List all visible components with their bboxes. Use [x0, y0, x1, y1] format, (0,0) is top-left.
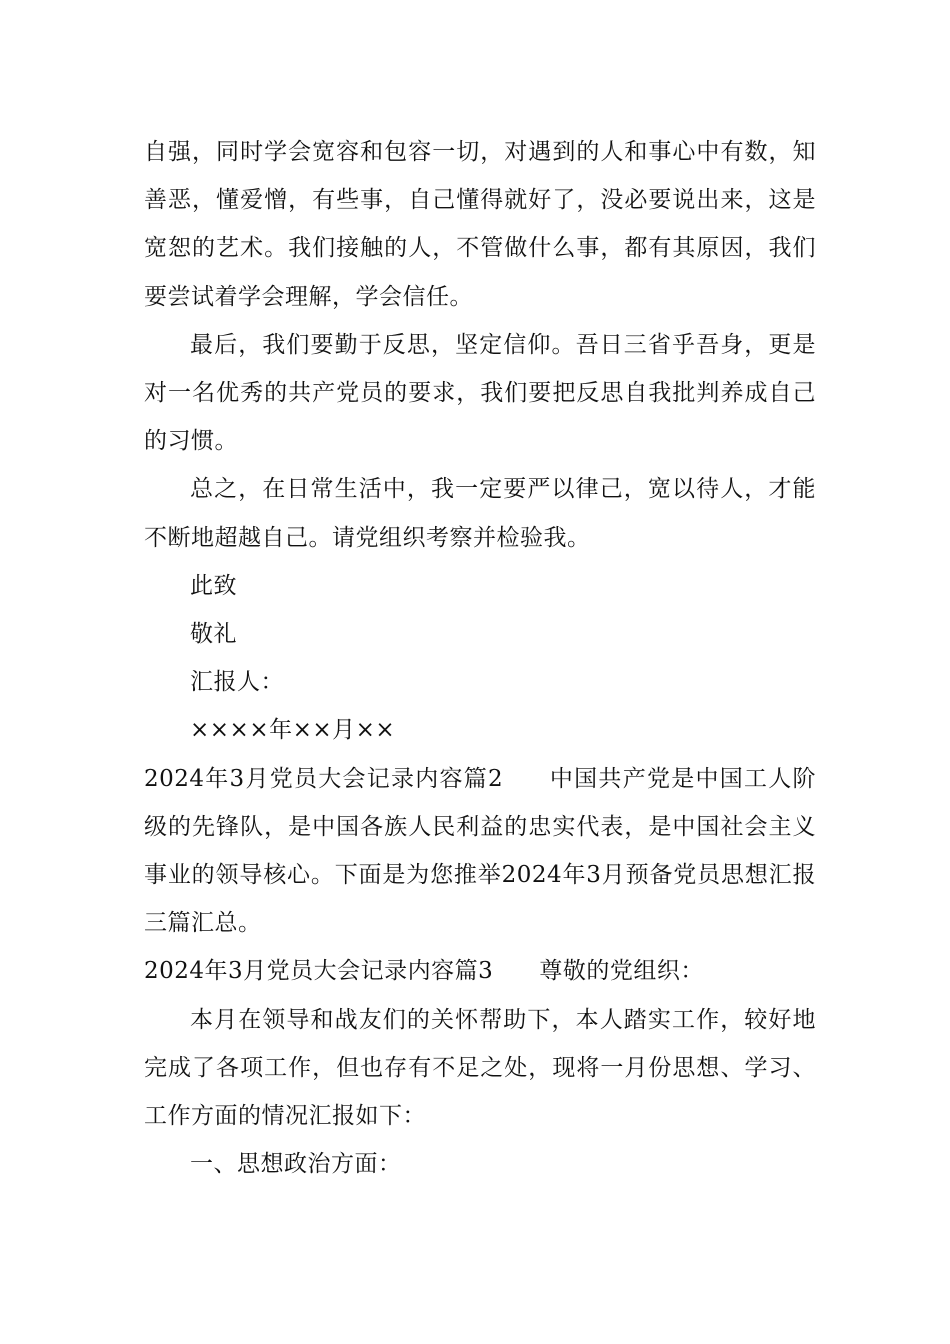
closing-date: ××××年××月××	[190, 717, 396, 744]
section-3-heading-line	[144, 947, 816, 995]
closing-reporter: 汇报人：	[190, 669, 284, 696]
section-3-intro: 本月在领导和战友们的关怀帮助下，本人踏实工作，较好地完成了各项工作，但也存有不足之处，现将一月份思想、学习、工作方面的情况汇报如下：	[144, 1006, 816, 1130]
paragraph-reflection: 最后，我们要勤于反思，坚定信仰。吾日三省乎吾身，更是对一名优秀的共产党员的要求，我们要把反思自我批判养成自己的习惯。	[144, 331, 816, 455]
closing-salutation-2: 敬礼	[190, 621, 237, 648]
section-2	[144, 755, 816, 948]
paragraph-continuation: 自强，同时学会宽容和包容一切，对遇到的人和事心中有数，知善恶，懂爱憎，有些事，自己懂得就好了，没必要说出来，这是宽恕的艺术。我们接触的人，不管做什么事，都有其原因，我们要尝试着学会理解，学会信任。	[144, 139, 816, 310]
document-body	[144, 128, 816, 1188]
closing-salutation-1: 此致	[190, 572, 237, 599]
section-2-text: 中国共产党是中国工人阶级的先锋队，是中国各族人民利益的忠实代表，是中国社会主义事业的领导核心。下面是为您推举2024年3月预备党员思想汇报三篇汇总。	[144, 765, 816, 937]
section-3-subheading: 一、思想政治方面：	[190, 1151, 402, 1178]
section-3-greeting: 尊敬的党组织：	[539, 958, 704, 985]
paragraph-conclusion: 总之，在日常生活中，我一定要严以律己，宽以待人，才能不断地超越自己。请党组织考察并检验我。	[144, 476, 816, 551]
section-2-heading: 2024年3月党员大会记录内容篇2	[144, 765, 504, 792]
section-3-heading: 2024年3月党员大会记录内容篇3	[144, 958, 494, 985]
